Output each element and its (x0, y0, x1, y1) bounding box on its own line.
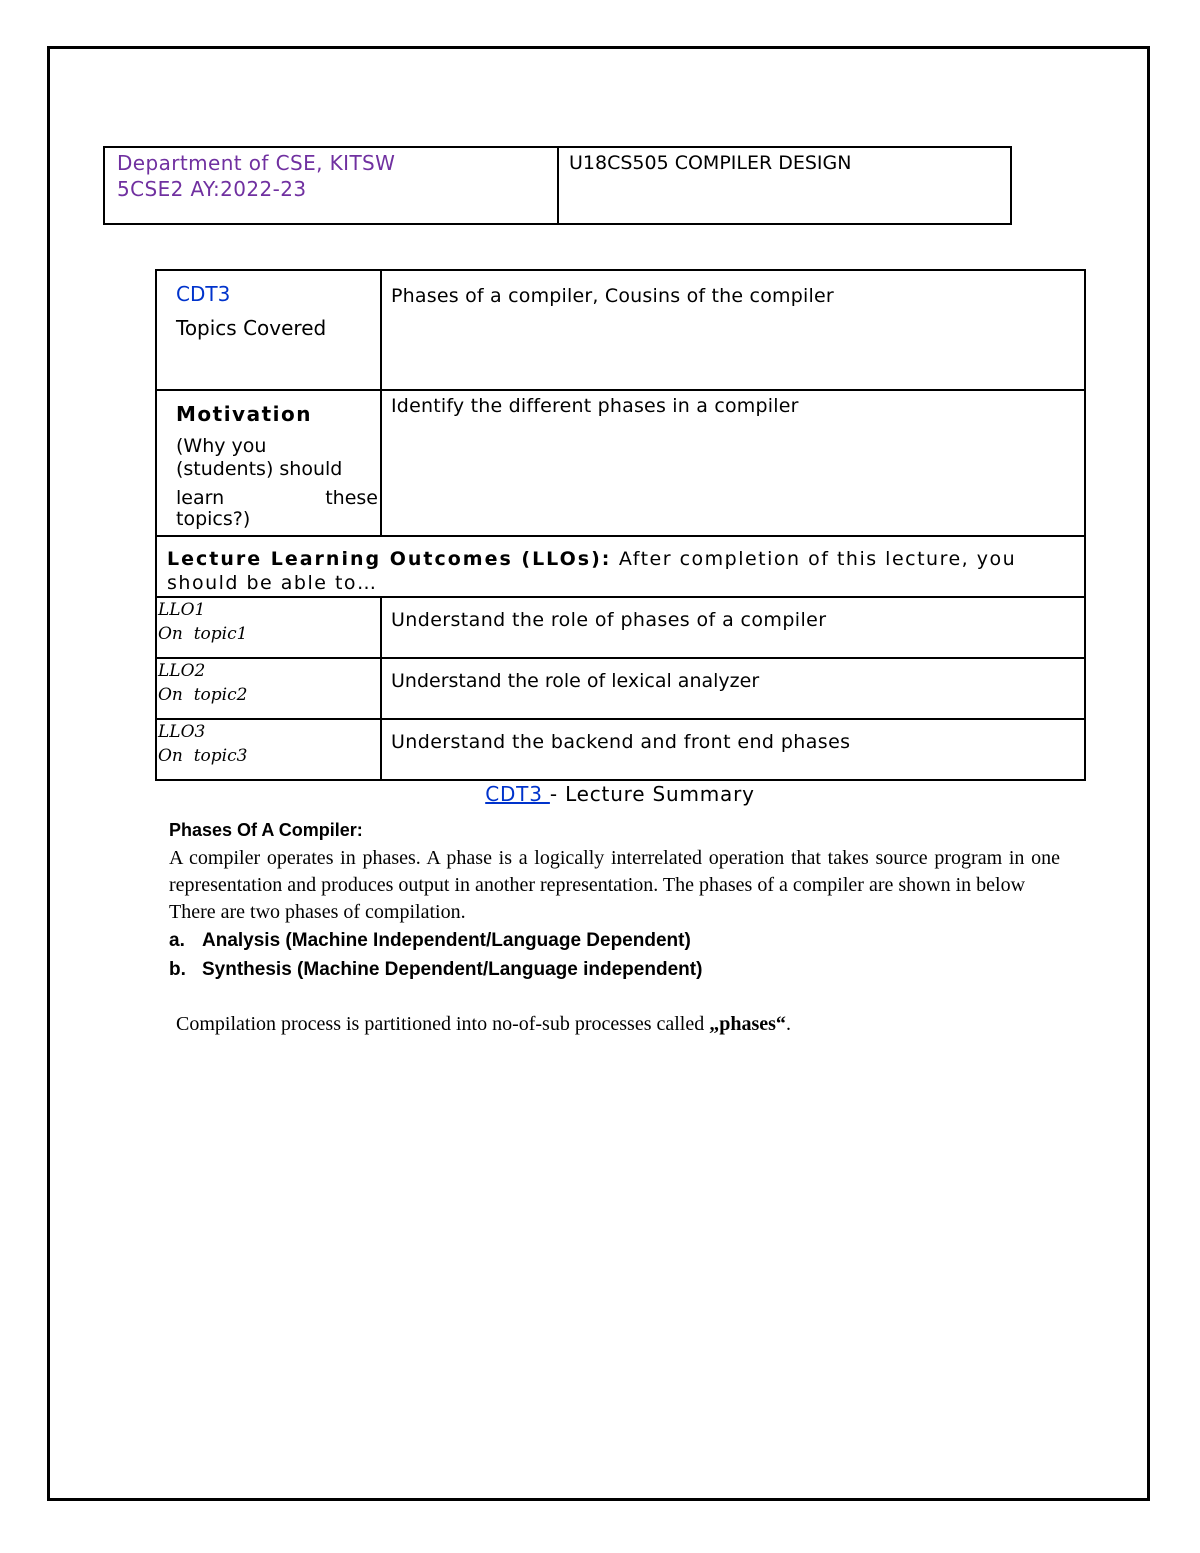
motivation-word-these: these (325, 487, 378, 509)
llo-header-row (156, 536, 1085, 597)
llo-row (156, 658, 1085, 719)
phase-list-item (169, 955, 1060, 984)
llo-id-cell (156, 597, 381, 658)
motivation-line-2: (students) should (176, 458, 343, 480)
motivation-text: Identify the different phases in a compiler (391, 395, 799, 417)
llo-desc-cell (381, 719, 1085, 780)
llo-desc-cell (381, 658, 1085, 719)
motivation-line-1: (Why you (176, 435, 267, 457)
topics-text: Phases of a compiler, Cousins of the compiler (391, 285, 834, 307)
llo-id: LLO1 (158, 600, 206, 620)
motivation-value-cell (381, 390, 1085, 536)
topics-row (156, 270, 1085, 390)
summary-title-text: - Lecture Summary (549, 782, 755, 806)
llo-row (156, 719, 1085, 780)
motivation-label-cell (156, 390, 381, 536)
summary-cdt-link[interactable]: CDT3 (485, 782, 550, 806)
phase-item-text: Analysis (Machine Independent/Language Dependent) (202, 930, 691, 951)
department-name: Department of CSE, KITSW (117, 151, 396, 175)
lecture-outline-table (155, 269, 1086, 781)
motivation-subtitle (176, 435, 380, 531)
topics-label-cell (156, 270, 381, 390)
topics-value-cell (381, 270, 1085, 390)
section-year: 5CSE2 AY:2022-23 (117, 177, 307, 201)
llo-header-text: After completion of this lecture, you should be able to… (167, 548, 1017, 594)
phase-list-item (169, 926, 1060, 955)
header-department-cell (105, 148, 559, 223)
list-marker: b. (169, 959, 186, 980)
llo-desc: Understand the backend and front end phases (391, 731, 851, 753)
llo-desc-cell (381, 597, 1085, 658)
llo-row (156, 597, 1085, 658)
llo-topic: On topic1 (158, 624, 248, 644)
summary-content (169, 817, 1060, 1038)
header-table (103, 146, 1012, 225)
lecture-summary-title (0, 781, 1200, 807)
llo-desc: Understand the role of phases of a compiler (391, 609, 827, 631)
llo-header-bold: Lecture Learning Outcomes (LLOs): (167, 548, 612, 570)
llo-id-cell (156, 658, 381, 719)
closing-suffix: . (785, 1013, 791, 1035)
llo-id: LLO2 (158, 661, 206, 681)
motivation-row (156, 390, 1085, 536)
intro-paragraph: A compiler operates in phases. A phase is a logically interrelated operation that takes source program in one representation and produces output in another representation. The phases of a compiler are shown in below (169, 847, 1060, 896)
section-heading: Phases Of A Compiler: (169, 820, 363, 840)
llo-id-cell (156, 719, 381, 780)
motivation-line-3 (176, 487, 380, 510)
phase-item-text: Synthesis (Machine Dependent/Language independent) (202, 959, 703, 980)
llo-topic: On topic3 (158, 746, 248, 766)
motivation-title: Motivation (176, 402, 312, 426)
two-phases-line: There are two phases of compilation. (169, 901, 466, 923)
closing-sentence (169, 1011, 1060, 1038)
llo-topic: On topic2 (158, 685, 248, 705)
list-marker: a. (169, 930, 185, 951)
closing-bold: „phases“ (709, 1013, 786, 1035)
course-title: U18CS505 COMPILER DESIGN (569, 152, 852, 174)
topics-label: Topics Covered (176, 316, 327, 340)
motivation-line-4: topics?) (176, 508, 251, 530)
closing-prefix: Compilation process is partitioned into no-of-sub processes called (176, 1013, 710, 1035)
motivation-word-learn: learn (176, 487, 225, 509)
llo-desc: Understand the role of lexical analyzer (391, 670, 760, 692)
header-course-cell (559, 148, 1010, 223)
llo-id: LLO3 (158, 722, 206, 742)
llo-header-cell (156, 536, 1085, 597)
cdt-id: CDT3 (176, 282, 231, 306)
